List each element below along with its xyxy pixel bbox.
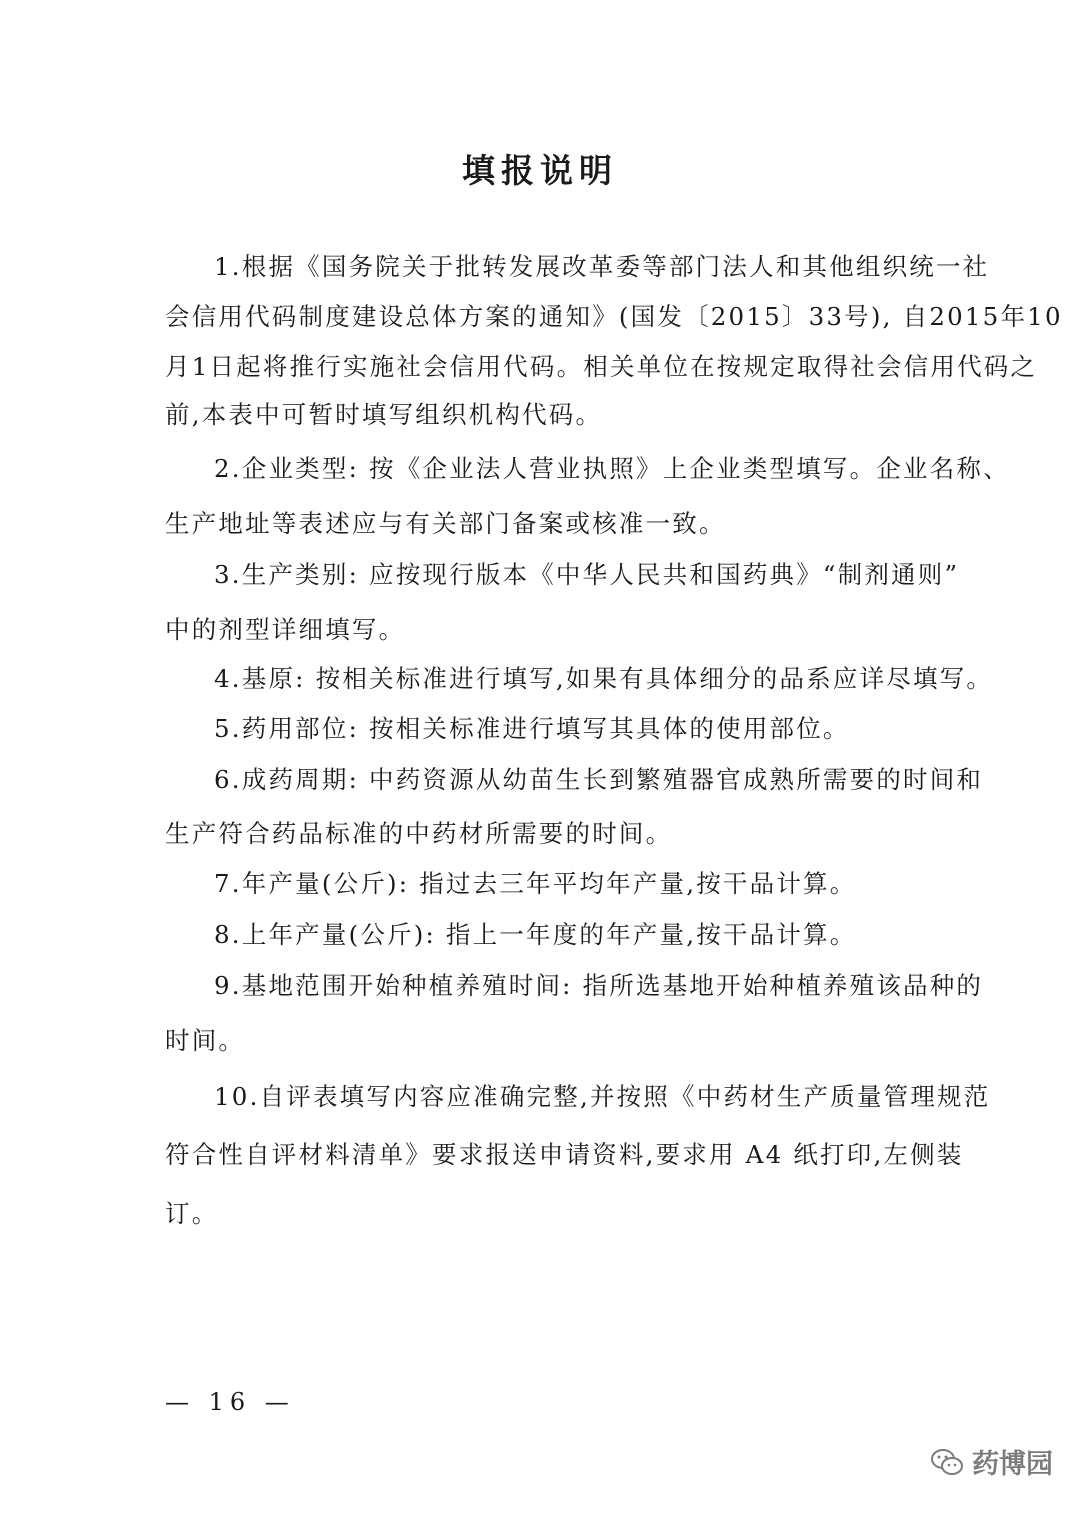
paragraph-line: 前,本表中可暂时填写组织机构代码。 bbox=[165, 400, 603, 429]
paragraph-line: 订。 bbox=[165, 1199, 219, 1228]
paragraph-line: 生产地址等表述应与有关部门备案或核准一致。 bbox=[165, 509, 726, 538]
paragraph-line: 月1日起将推行实施社会信用代码。相关单位在按规定取得社会信用代码之 bbox=[165, 352, 1038, 381]
watermark-text: 药博园 bbox=[972, 1449, 1053, 1480]
paragraph-line: 1.根据《国务院关于批转发展改革委等部门法人和其他组织统一社 bbox=[214, 252, 990, 281]
paragraph-line: 3.生产类别: 应按现行版本《中华人民共和国药典》“制剂通则” bbox=[214, 560, 960, 589]
paragraph-line: 8.上年产量(公斤): 指上一年度的年产量,按干品计算。 bbox=[214, 920, 857, 949]
paragraph-line: 6.成药周期: 中药资源从幼苗生长到繁殖器官成熟所需要的时间和 bbox=[214, 765, 984, 794]
wechat-icon bbox=[930, 1447, 964, 1477]
paragraph-line: 7.年产量(公斤): 指过去三年平均年产量,按干品计算。 bbox=[214, 869, 857, 898]
paragraph-line: 10.自评表填写内容应准确完整,并按照《中药材生产质量管理规范 bbox=[214, 1082, 991, 1111]
page-number: — 16 — bbox=[165, 1388, 295, 1416]
paragraph-line: 符合性自评材料清单》要求报送申请资料,要求用 A4 纸打印,左侧装 bbox=[165, 1140, 964, 1169]
paragraph-line: 中的剂型详细填写。 bbox=[165, 615, 406, 644]
paragraph-line: 2.企业类型: 按《企业法人营业执照》上企业类型填写。企业名称、 bbox=[214, 454, 1010, 483]
paragraph-line: 时间。 bbox=[165, 1026, 246, 1055]
document-title: 填报说明 bbox=[462, 151, 618, 190]
paragraph-line: 9.基地范围开始种植养殖时间: 指所选基地开始种植养殖该品种的 bbox=[214, 971, 984, 1000]
paragraph-line: 5.药用部位: 按相关标准进行填写其具体的使用部位。 bbox=[214, 714, 850, 743]
watermark bbox=[930, 1442, 1053, 1481]
paragraph-line: 4.基原: 按相关标准进行填写,如果有具体细分的品系应详尽填写。 bbox=[214, 664, 994, 693]
paragraph-line: 会信用代码制度建设总体方案的通知》(国发〔2015〕33号), 自2015年10 bbox=[165, 302, 1063, 331]
paragraph-line: 生产符合药品标准的中药材所需要的时间。 bbox=[165, 819, 673, 848]
